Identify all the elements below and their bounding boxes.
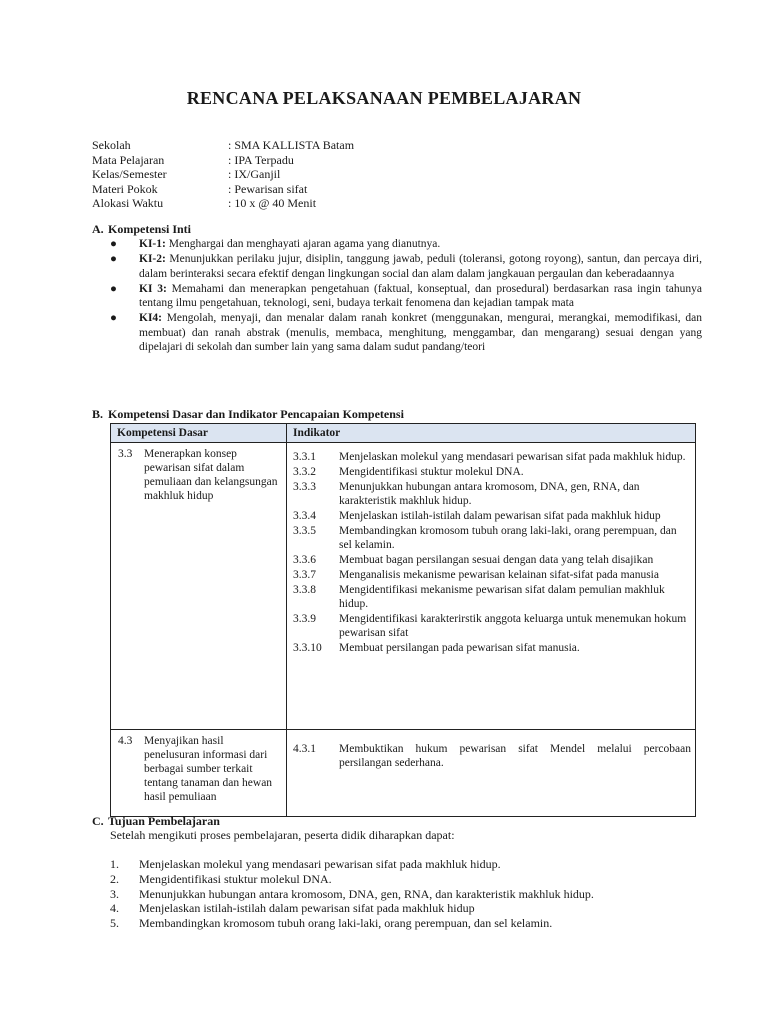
ki-list [110,237,702,355]
indicator-number: 3.3.5 [293,525,316,537]
list-item [293,612,691,640]
document-title: RENCANA PELAKSANAAN PEMBELAJARAN [186,88,582,108]
list-item [110,857,594,872]
ki-code: KI 3: [139,282,167,295]
info-row-alokasi-waktu [92,196,354,211]
indicator-number: 3.3.3 [293,481,316,493]
table-header-row [111,424,696,443]
list-number: 2. [110,871,119,886]
indicator-number: 3.3.2 [293,466,316,478]
info-label: Alokasi Waktu [92,196,164,210]
kd-cell [111,730,287,817]
ki-text [139,237,702,251]
bullet-icon: ● [110,282,117,295]
table-row [111,730,696,817]
section-letter: A. [92,222,104,236]
kd-indicator-table [110,423,696,817]
info-row-sekolah [92,138,354,153]
list-item [110,916,594,931]
section-letter: C. [92,814,104,828]
list-item [110,237,702,251]
ki-text [139,282,702,311]
indicator-text: Membandingkan kromosom tubuh orang laki-laki, orang perempuan, dan sel kelamin. [339,525,677,551]
indicator-text: Menganalisis mekanisme pewarisan kelainan sifat-sifat pada manusia [339,569,659,581]
ki-description: Menunjukkan perilaku jujur, disiplin, tanggung jawab, peduli (toleransi, gotong royong), santun, dan percaya diri, dalam berinteraksi secara efektif dengan lingkungan social dan alam dalam jangkauan pergaulan dan keberadaannya [139,253,702,280]
indicator-list [287,443,695,655]
section-b-heading [92,407,404,422]
indicator-cell [287,730,696,817]
indicator-text: Mengidentifikasi karakterirstik anggota keluarga untuk menemukan hokum pewarisan sifat [339,613,687,639]
kd-number: 4.3 [118,735,133,747]
info-value: : 10 x @ 40 Menit [228,196,317,210]
list-item [293,524,691,552]
info-row-materi-pokok [92,182,354,197]
indicator-number: 3.3.10 [293,642,322,654]
list-item [110,282,702,311]
ki-description: Menghargai dan menghayati ajaran agama yang dianutnya. [165,238,441,250]
indicator-text: Mengidentifikasi mekanisme pewarisan sifat dalam pemulian makhluk hidup. [339,584,665,610]
info-row-mata-pelajaran [92,153,354,168]
info-value: : IX/Ganjil [228,167,281,181]
list-item [293,583,691,611]
section-c-intro: Setelah mengikuti proses pembelajaran, peserta didik diharapkan dapat: [110,828,455,842]
list-number: 5. [110,916,119,931]
bullet-icon: ● [110,253,117,266]
indicator-number: 3.3.8 [293,584,316,596]
indicator-number: 3.3.4 [293,510,316,522]
info-label: Mata Pelajaran [92,152,165,167]
list-item [293,568,691,582]
list-item [110,872,594,887]
indicator-list [287,730,695,770]
indicator-number: 3.3.7 [293,569,316,581]
bullet-icon: ● [110,238,117,250]
list-text: Mengidentifikasi stuktur molekul DNA. [139,871,332,886]
indicator-text: Membuat bagan persilangan sesuai dengan data yang telah disajikan [339,554,654,566]
section-title: Kompetensi Inti [108,222,192,236]
ki-code: KI-2: [139,253,166,266]
list-item [293,742,691,770]
kd-entry [111,730,286,804]
indicator-cell [287,443,696,730]
list-item [110,311,702,354]
indicator-text: Membuat persilangan pada pewarisan sifat manusia. [339,642,580,654]
ki-text [139,311,702,354]
ki-code: KI-1: [139,238,166,250]
info-value: : SMA KALLISTA Batam [228,138,355,152]
info-label: Kelas/Semester [92,167,167,181]
indicator-text: Menjelaskan istilah-istilah dalam pewarisan sifat pada makhluk hidup [339,510,661,522]
ki-description: Memahami dan menerapkan pengetahuan (faktual, konseptual, dan prosedural) berdasarkan rasa ingin tahunya tentang ilmu pengetahuan, teknologi, seni, budaya terkait fenomena dan kejadian tampak mata [139,282,702,310]
ki-description: Mengolah, menyaji, dan menalar dalam ranah konkret (menggunakan, mengurai, merangkai, memodifikasi, dan membuat) dan ranah abstrak (menulis, membaca, menghitung, menggambar, dan mengarang) sesuai dengan yang dipelajari di sekolah dan sumber lain yang sama dalam sudut pandang/teori [139,312,702,354]
info-value: : IPA Terpadu [228,152,294,167]
table-header-indicator: Indikator [287,424,696,443]
indicator-text: Mengidentifikasi stuktur molekul DNA. [339,466,524,478]
list-item [293,480,691,508]
info-label: Sekolah [92,138,131,152]
kd-number: 3.3 [118,448,133,460]
kd-description: Menyajikan hasil penelusuran informasi dari berbagai sumber terkait tentang tanaman dan hewan hasil pemuliaan [144,735,273,803]
kd-description: Menerapkan konsep pewarisan sifat dalam pemuliaan dan kelangsungan makhluk hidup [144,448,278,502]
list-item [293,465,691,479]
list-item [110,252,702,281]
indicator-text: Menunjukkan hubungan antara kromosom, DNA, gen, RNA, dan karakteristik makhluk hidup. [339,481,640,507]
ki-text [139,252,702,281]
list-number: 4. [110,901,119,916]
info-row-kelas-semester [92,167,354,182]
table-row [111,443,696,730]
list-item [293,450,691,464]
list-text: Menjelaskan molekul yang mendasari pewarisan sifat pada makhluk hidup. [139,857,501,871]
list-number: 1. [110,857,119,871]
indicator-number: 4.3.1 [293,743,316,755]
kd-entry [111,443,286,503]
list-item [293,553,691,567]
list-text: Membandingkan kromosom tubuh orang laki-laki, orang perempuan, dan sel kelamin. [139,916,553,931]
section-title: Kompetensi Dasar dan Indikator Pencapaian Kompetensi [108,407,404,421]
list-text: Menjelaskan istilah-istilah dalam pewarisan sifat pada makhluk hidup [139,901,475,916]
indicator-text: Membuktikan hukum pewarisan sifat Mendel melalui percobaan persilangan sederhana. [339,743,691,769]
info-block [92,138,354,211]
bullet-icon: ● [110,312,117,325]
list-item [293,641,691,655]
list-item [293,509,691,523]
section-title: Tujuan Pembelajaran [108,814,220,828]
indicator-text: Menjelaskan molekul yang mendasari pewarisan sifat pada makhluk hidup. [339,451,686,463]
list-text: Menunjukkan hubungan antara kromosom, DNA, gen, RNA, dan karakteristik makhluk hidup. [139,886,594,901]
info-label: Materi Pokok [92,181,158,196]
indicator-number: 3.3.9 [293,613,316,625]
indicator-number: 3.3.1 [293,451,316,463]
list-item [110,887,594,902]
ki-code: KI4: [139,312,162,325]
section-a-heading [92,222,191,237]
info-value: : Pewarisan sifat [228,181,308,196]
list-item [110,901,594,916]
section-letter: B. [92,407,104,421]
indicator-number: 3.3.6 [293,554,316,566]
table-header-kd: Kompetensi Dasar [111,424,287,443]
kd-cell [111,443,287,730]
list-number: 3. [110,886,119,901]
tujuan-list [110,857,594,931]
section-c-heading [92,814,220,829]
